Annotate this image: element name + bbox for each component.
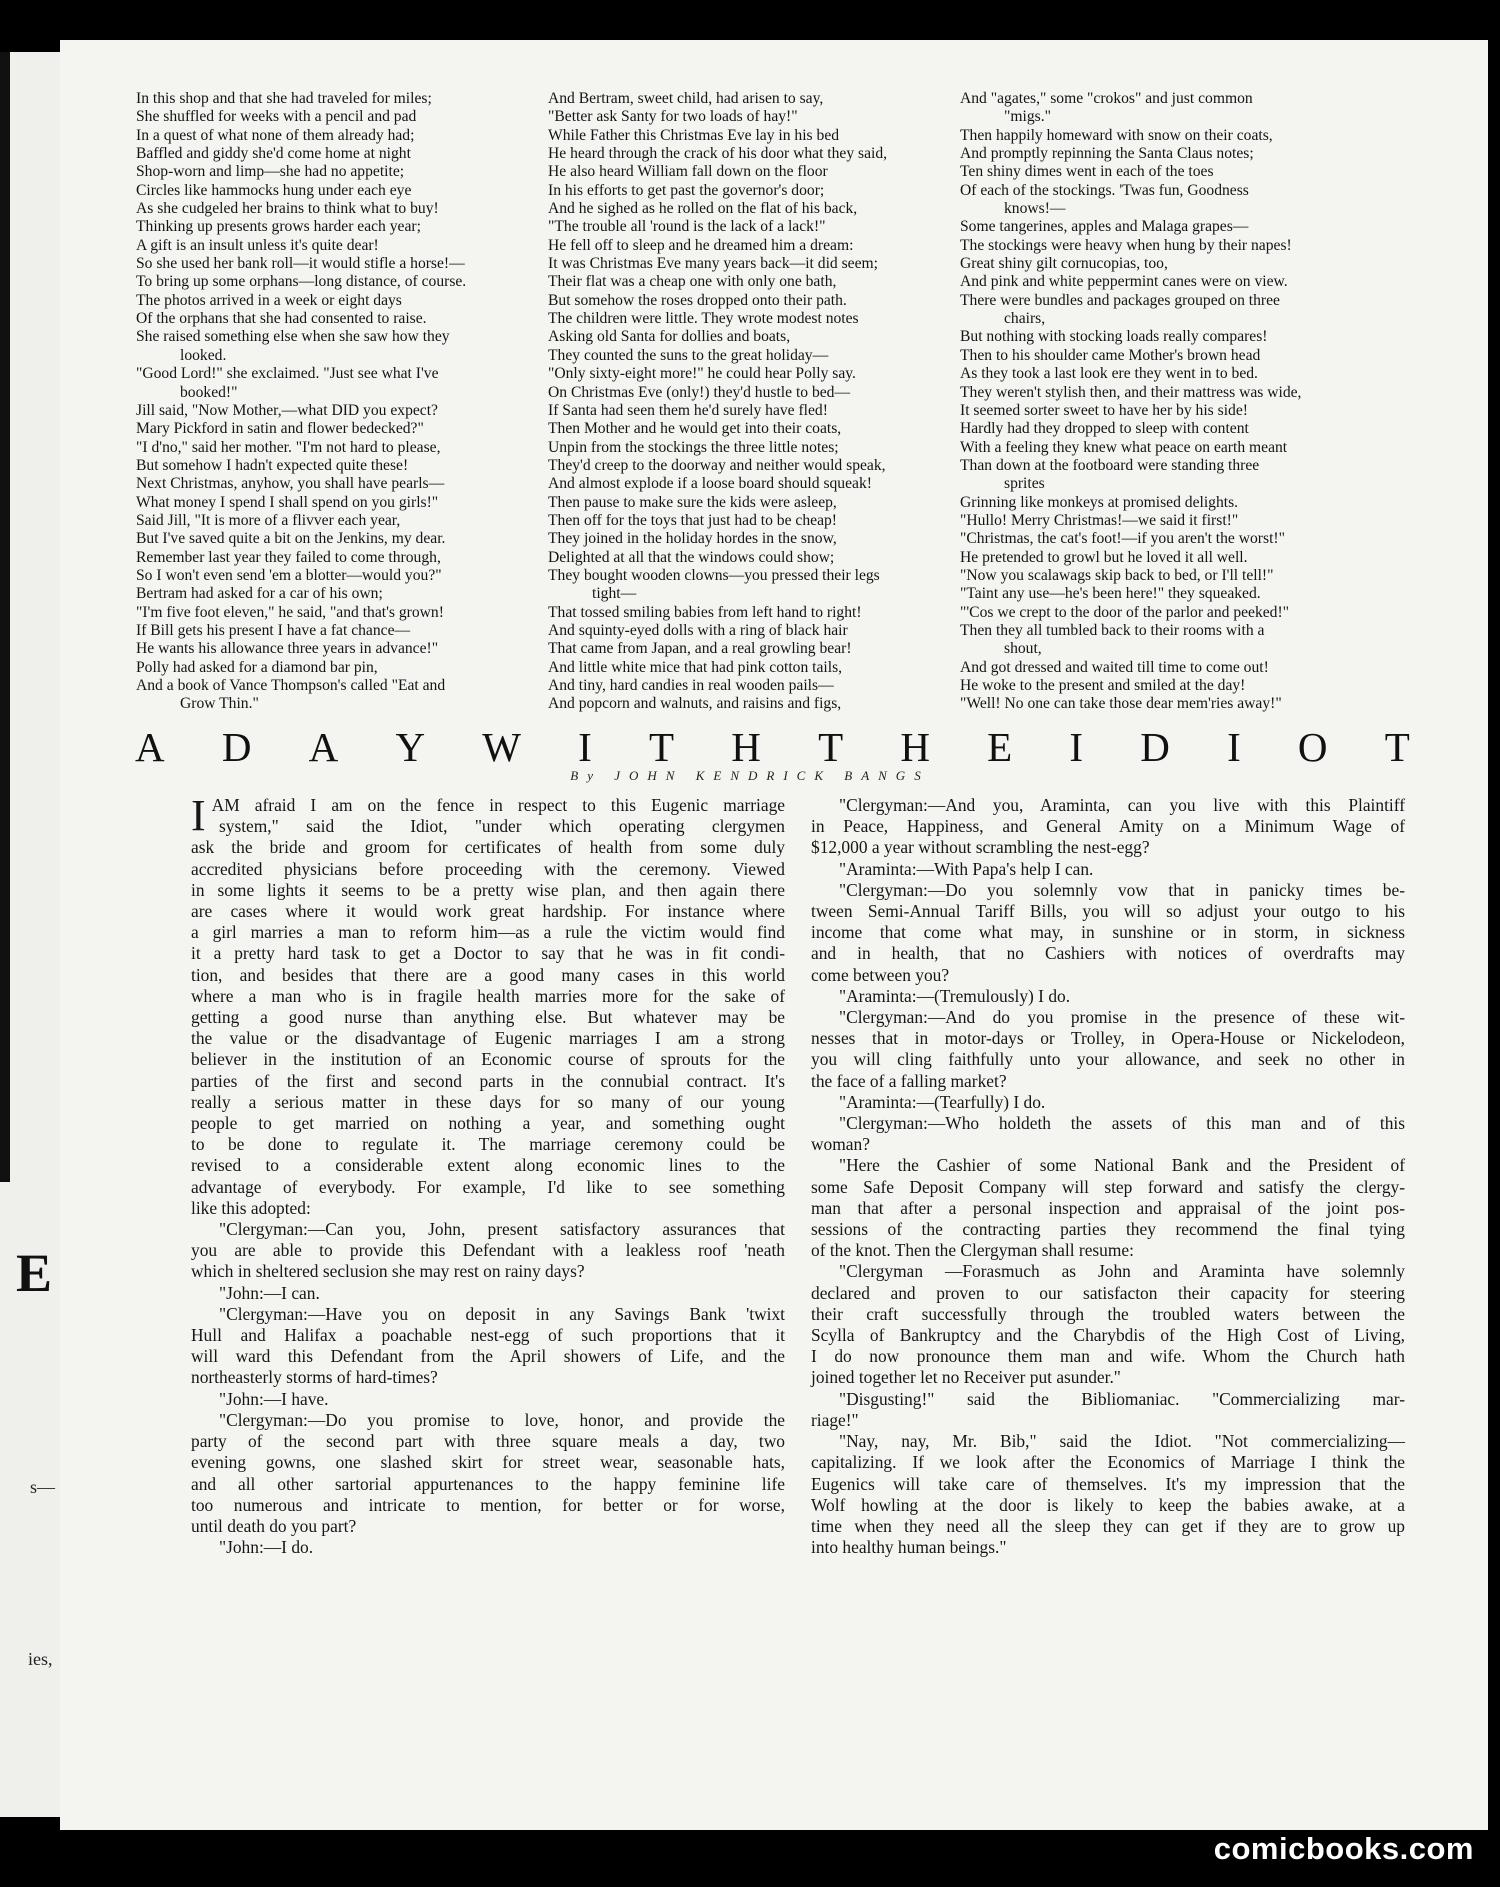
article-line: you are able to provide this Defendant with a leakless roof 'neath (191, 1240, 785, 1261)
poem-line: tight— (592, 585, 637, 603)
article-line: where a man who is in fragile health marries more for the sake of (191, 985, 785, 1006)
article-line: "Clergyman:—Do you promise to love, honor, and provide the (219, 1409, 785, 1430)
watermark: comicbooks.com (1213, 1831, 1474, 1866)
poem-line: But somehow I hadn't expected quite these! (136, 456, 409, 474)
poem-line: So she used her bank roll—it would stifle a horse!— (136, 255, 465, 273)
article-line: of the knot. Then the Clergyman shall resume: (811, 1240, 1134, 1261)
poem-line: "I d'no," said her mother. "I'm not hard to please, (136, 438, 441, 456)
article-line: to be done to regulate it. The marriage ceremony could be (191, 1134, 785, 1155)
article-line: you will cling faithfully unto your allowance, and seek no other in (811, 1049, 1405, 1070)
previous-page-fragment: ies, (28, 1649, 53, 1669)
poem-line: And little white mice that had pink cotton tails, (548, 658, 843, 676)
poem-line: Polly had asked for a diamond bar pin, (136, 658, 378, 676)
article-line: I do now pronounce them man and wife. Whom the Church hath (811, 1346, 1405, 1367)
poem-line: Baffled and giddy she'd come home at night (136, 145, 411, 163)
poem-line: Next Christmas, anyhow, you shall have pearls— (136, 475, 445, 493)
article-line: "Clergyman:—Can you, John, present satisfactory assurances that (219, 1219, 785, 1240)
poem-line: On Christmas Eve (only!) they'd hustle to bed— (548, 383, 851, 401)
poem-line: "Better ask Santy for two loads of hay!" (548, 108, 798, 126)
article-line: advantage of everybody. For example, I'd like to see something (191, 1176, 785, 1197)
article-line: declared and proven to our satisfacton their capacity for steering (811, 1282, 1405, 1303)
previous-page-letter: E (16, 1243, 53, 1303)
article-line: "Here the Cashier of some National Bank and the President of (839, 1155, 1405, 1176)
article-line: Scylla of Bankruptcy and the Charybdis of the High Cost of Living, (811, 1325, 1405, 1346)
poem-line: "Christmas, the cat's foot!—if you aren't the worst!" (960, 530, 1285, 548)
article-line: people to get married on nothing a year, and something ought (191, 1113, 785, 1134)
title-letter: D (221, 724, 252, 770)
poem-line: That came from Japan, and a real growling bear! (548, 640, 852, 658)
poem-column-2 (548, 90, 1008, 750)
poem-line: Mary Pickford in satin and flower bedecked?" (136, 420, 424, 438)
poem-line: But somehow the roses dropped onto their path. (548, 291, 847, 309)
poem-line: Then off for the toys that just had to be cheap! (548, 511, 837, 529)
poem-line: He pretended to growl but he loved it all well. (960, 548, 1248, 566)
article-line: until death do you part? (191, 1515, 357, 1536)
poem-line: It was Christmas Eve many years back—it did seem; (548, 255, 878, 273)
poem-line: Then happily homeward with snow on their coats, (960, 126, 1273, 144)
poem-line: They'd creep to the doorway and neither would speak, (548, 456, 886, 474)
poem-line: sprites (1004, 475, 1045, 493)
poem-line: They joined in the holiday hordes in the snow, (548, 530, 837, 548)
poem-line: Hardly had they dropped to sleep with content (960, 420, 1249, 438)
poem-line: "Only sixty-eight more!" he could hear Polly say. (548, 365, 856, 383)
poem-line: And tiny, hard candies in real wooden pails— (548, 677, 834, 694)
article-line: "Clergyman:—And do you promise in the presence of these wit- (839, 1007, 1405, 1028)
poem-line: A gift is an insult unless it's quite dear! (136, 236, 379, 254)
poem-line: booked!" (180, 383, 238, 401)
article-line: income that come what may, in sunshine or in storm, in sickness (811, 922, 1405, 943)
poem-line: Then Mother and he would get into their coats, (548, 420, 842, 438)
article-line: will ward this Defendant from the April showers of Life, and the (191, 1346, 785, 1367)
article-line: "Clergyman:—Do you solemnly vow that in panicky times be- (839, 879, 1405, 900)
poem-line: looked. (180, 346, 227, 364)
article-line: northeasterly storms of hard-times? (191, 1367, 438, 1388)
poem-line: So I won't even send 'em a blotter—would you?" (136, 566, 442, 584)
article-line: like this adopted: (191, 1197, 311, 1218)
poem-line: As they took a last look ere they went in to bed. (960, 365, 1258, 383)
article-title (135, 722, 1410, 772)
title-letter: O (1297, 724, 1328, 770)
article-line: Eugenics will take care of themselves. It's my impression that the (811, 1473, 1405, 1494)
poem-line: If Santa had seen them he'd surely have fled! (548, 401, 828, 419)
article-line: ask the bride and groom for certificates of health from some duly (191, 837, 785, 858)
title-letter: T (649, 724, 675, 770)
article-line: $12,000 a year without scrambling the nest-egg? (811, 837, 1150, 858)
poem-line: "The trouble all 'round is the lack of a lack!" (548, 218, 826, 236)
poem-line: And squinty-eyed dolls with a ring of black hair (548, 621, 848, 639)
article-line: it a pretty hard task to get a Doctor to say that he was in fit condi- (191, 943, 785, 964)
article-line: "Nay, nay, Mr. Bib," said the Idiot. "Not commercializing— (839, 1431, 1405, 1452)
poem-line: shout, (1004, 640, 1042, 658)
poem-line: Grow Thin." (180, 695, 259, 713)
poem-line: In his efforts to get past the governor's door; (548, 181, 825, 199)
article-line: sessions of the contracting parties they recommend the final tying (811, 1219, 1405, 1240)
article-line: some Safe Deposit Company will step forward and satisfy the clergy- (811, 1176, 1405, 1197)
article-line: in Peace, Happiness, and General Amity on a Minimum Wage of (811, 816, 1405, 837)
poem-line: Some tangerines, apples and Malaga grapes— (960, 218, 1249, 236)
poem-line: He wants his allowance three years in advance!" (136, 640, 439, 658)
title-letter: A (308, 724, 339, 770)
title-letter: I (1227, 724, 1241, 770)
article-line: "John:—I have. (219, 1388, 329, 1409)
poem-line: Said Jill, "It is more of a flivver each year, (136, 511, 401, 529)
article-line: man that after a personal inspection and appraisal of the joint pos- (811, 1197, 1405, 1218)
poem-line: He woke to the present and smiled at the day! (960, 677, 1246, 694)
article-line: Hull and Halifax a poachable nest-egg of such proportions that it (191, 1325, 785, 1346)
poem-line: They counted the suns to the great holiday— (548, 346, 829, 364)
poem-line: But nothing with stocking loads really compares! (960, 328, 1268, 346)
poem-line: And almost explode if a loose board should squeak! (548, 475, 872, 493)
article-line: tion, and besides that there are a good many cases in this world (191, 964, 785, 985)
poem-line: But I've saved quite a bit on the Jenkins, my dear. (136, 530, 446, 548)
article-line: joined together let no Receiver put asunder." (811, 1367, 1121, 1388)
article-line: and all other sartorial appurtenances to the happy feminine life (191, 1473, 785, 1494)
article-line: getting a good nurse than anything else. But whatever may be (191, 1007, 785, 1028)
poem-line: Then to his shoulder came Mother's brown head (960, 346, 1261, 364)
article-line: parties of the first and second parts in the connubial contract. It's (191, 1070, 785, 1091)
poem-line: "'Cos we crept to the door of the parlor and peeked!" (960, 603, 1290, 621)
poem-line: There were bundles and packages grouped on three (960, 291, 1280, 309)
article-line: time when they need all the sleep they can get if they are to grow up (811, 1515, 1405, 1536)
article-line: system," said the Idiot, "under which operating clergymen (219, 816, 785, 837)
poem-line: Delighted at all that the windows could show; (548, 548, 835, 566)
article-line: "Araminta:—(Tremulously) I do. (839, 985, 1071, 1006)
article-line: "Araminta:—(Tearfully) I do. (839, 1091, 1046, 1112)
title-letter: T (818, 724, 844, 770)
poem-line: And popcorn and walnuts, and raisins and figs, (548, 695, 842, 713)
poem-line: And promptly repinning the Santa Claus notes; (960, 145, 1254, 163)
poem-line: Than down at the footboard were standing three (960, 456, 1260, 474)
poem-line: Of each of the stockings. 'Twas fun, Goodness (960, 181, 1249, 199)
poem-line: Circles like hammocks hung under each eye (136, 181, 412, 199)
article-line: "Clergyman:—Who holdeth the assets of this man and of this (839, 1113, 1405, 1134)
article-column-left (191, 791, 785, 1558)
article-line: tween Semi-Annual Tariff Bills, you will so adjust your outgo to his (811, 901, 1405, 922)
poem-line: "Now you scalawags skip back to bed, or I'll tell!" (960, 566, 1274, 584)
article-line: come between you? (811, 964, 950, 985)
article-line: into healthy human beings." (811, 1537, 1007, 1558)
poem-line: Then they all tumbled back to their rooms with a (960, 621, 1265, 639)
title-letter: I (578, 724, 592, 770)
poem-line: While Father this Christmas Eve lay in his bed (548, 126, 840, 144)
poem-line: The children were little. They wrote modest notes (548, 310, 859, 328)
article-line: a girl marries a man to reform him—as a rule the victim would find (191, 922, 785, 943)
poem-line: "Good Lord!" she exclaimed. "Just see what I've (136, 365, 439, 383)
poem-line: Shop-worn and limp—she had no appetite; (136, 163, 405, 181)
poem-line: In a quest of what none of them already had; (136, 126, 415, 144)
poem-line: As she cudgeled her brains to think what to buy! (136, 200, 439, 218)
title-letter: W (482, 724, 521, 770)
article-line: really a serious matter in these days for so many of our young (191, 1091, 785, 1112)
article-line: and in health, that no Cashiers with notices of overdrafts may (811, 943, 1405, 964)
article-line: woman? (811, 1134, 870, 1155)
article-line: nesses that in motor-days or Trolley, in Opera-House or Nickelodeon, (811, 1028, 1405, 1049)
article-line: riage!" (811, 1409, 859, 1430)
poem-line: They weren't stylish then, and their mattress was wide, (960, 383, 1302, 401)
article-line: too numerous and intricate to mention, for better or for worse, (191, 1494, 785, 1515)
poem-line: To bring up some orphans—long distance, of course. (136, 273, 467, 291)
previous-page-bar (0, 52, 10, 1182)
article-line: which in sheltered seclusion she may rest on rainy days? (191, 1261, 585, 1282)
article-line: believer in the institution of an Economic course of sprouts for the (191, 1049, 785, 1070)
article-line: party of the second part with three square meals a day, two (191, 1431, 785, 1452)
poem-column-3 (960, 90, 1420, 750)
poem-line: Unpin from the stockings the three little notes; (548, 438, 839, 456)
article-line: accredited physicians before proceeding with the ceremony. Viewed (191, 858, 785, 879)
poem-line: Jill said, "Now Mother,—what DID you expect? (136, 401, 438, 419)
poem-line: They bought wooden clowns—you pressed their legs (548, 566, 880, 584)
article-line: the value or the disadvantage of Eugenic marriages I am a strong (191, 1028, 785, 1049)
article-line-text: AM afraid I am on the fence in respect to this Eugenic marriage (211, 795, 785, 815)
poem-line: And Bertram, sweet child, had arisen to say, (548, 90, 824, 107)
poem-line: He also heard William fall down on the floor (548, 163, 828, 181)
article-line: are cases where it would work great hardship. For instance where (191, 901, 785, 922)
poem-line: The stockings were heavy when hung by their napes! (960, 236, 1292, 254)
article-line: "John:—I do. (219, 1537, 314, 1558)
poem-line: With a feeling they knew what peace on earth meant (960, 438, 1288, 456)
title-letter: A (135, 724, 165, 770)
poem-line: That tossed smiling babies from left hand to right! (548, 603, 862, 621)
poem-line: He fell off to sleep and he dreamed him a dream: (548, 236, 854, 254)
article-line: "Clergyman —Forasmuch as John and Araminta have solemnly (839, 1261, 1405, 1282)
poem-line: chairs, (1004, 310, 1046, 328)
article-line: the face of a falling market? (811, 1070, 1007, 1091)
poem-column-1 (136, 90, 586, 750)
article-line: their craft successfully through the troubled waters between the (811, 1303, 1405, 1324)
poem-line: And he sighed as he rolled on the flat of his back, (548, 200, 858, 218)
poem-line: knows!— (1004, 200, 1066, 218)
poem-line: He heard through the crack of his door what they said, (548, 145, 888, 163)
previous-page-edge (0, 52, 60, 1817)
title-letter: I (1069, 724, 1084, 770)
article-line: "John:—I can. (219, 1282, 320, 1303)
poem-line: Remember last year they failed to come through, (136, 548, 441, 566)
poem-line: Grinning like monkeys at promised delights. (960, 493, 1239, 511)
poem-line: And "agates," some "crokos" and just common (960, 90, 1253, 107)
poem-line: And got dressed and waited till time to come out! (960, 658, 1269, 676)
poem-line: "Hullo! Merry Christmas!—we said it first!" (960, 511, 1239, 529)
poem-line: Asking old Santa for dollies and boats, (548, 328, 791, 346)
poem-line: She raised something else when she saw how they (136, 328, 450, 346)
title-letter: E (987, 724, 1013, 770)
article-line: in some lights it seems to be a pretty wise plan, and then again there (191, 879, 785, 900)
poem-line: If Bill gets his present I have a fat chance— (136, 621, 411, 639)
article-line: "Clergyman:—Have you on deposit in any Savings Bank 'twixt (219, 1303, 785, 1324)
article-line: revised to a considerable extent along economic lines to the (191, 1155, 785, 1176)
poem-line: Great shiny gilt cornucopias, too, (960, 255, 1168, 273)
article-column-right (811, 795, 1405, 1558)
article-line: "Disgusting!" said the Bibliomaniac. "Commercializing mar- (839, 1388, 1405, 1409)
poem-line: "migs." (1004, 108, 1051, 126)
poem-line: "I'm five foot eleven," he said, "and that's grown! (136, 603, 444, 621)
title-letter: H (731, 724, 761, 770)
poem-line: And pink and white peppermint canes were on view. (960, 273, 1288, 291)
article-line: "Araminta:—With Papa's help I can. (839, 858, 1094, 879)
title-letter: D (1140, 724, 1170, 770)
poem-line: Thinking up presents grows harder each year; (136, 218, 421, 236)
previous-page-fragment: s— (30, 1477, 56, 1497)
poem-line: She shuffled for weeks with a pencil and pad (136, 108, 417, 126)
poem-line: "Well! No one can take those dear mem'ries away!" (960, 695, 1282, 713)
poem-line: The photos arrived in a week or eight days (136, 291, 402, 309)
poem-line: Bertram had asked for a car of his own; (136, 585, 383, 603)
poem-line: "Taint any use—he's been here!" they squeaked. (960, 585, 1261, 603)
poem-line: What money I spend I shall spend on you girls!" (136, 493, 439, 511)
poem-line: And a book of Vance Thompson's called "Eat and (136, 677, 446, 694)
poem-line: It seemed sorter sweet to have her by his side! (960, 401, 1248, 419)
article-line: capitalizing. If we look after the Economics of Marriage I think the (811, 1452, 1405, 1473)
title-letter: H (900, 724, 930, 770)
article-line: "Clergyman:—And you, Araminta, can you live with this Plaintiff (839, 795, 1405, 815)
poem-line: Ten shiny dimes went in each of the toes (960, 163, 1214, 181)
poem-line: Then pause to make sure the kids were asleep, (548, 493, 837, 511)
title-letter: Y (395, 724, 426, 770)
article-byline: By JOHN KENDRICK BANGS (570, 768, 930, 783)
article-line: evening gowns, one slashed skirt for street wear, seasonable hats, (191, 1452, 785, 1473)
poem-line: Their flat was a cheap one with only one bath, (548, 273, 837, 291)
article-line: Wolf howling at the door is likely to keep the babies awake, at a (811, 1494, 1405, 1515)
poem-line: Of the orphans that she had consented to raise. (136, 310, 427, 328)
poem-line: In this shop and that she had traveled for miles; (136, 90, 432, 107)
title-letter: T (1384, 724, 1410, 770)
drop-cap: I (191, 791, 206, 840)
